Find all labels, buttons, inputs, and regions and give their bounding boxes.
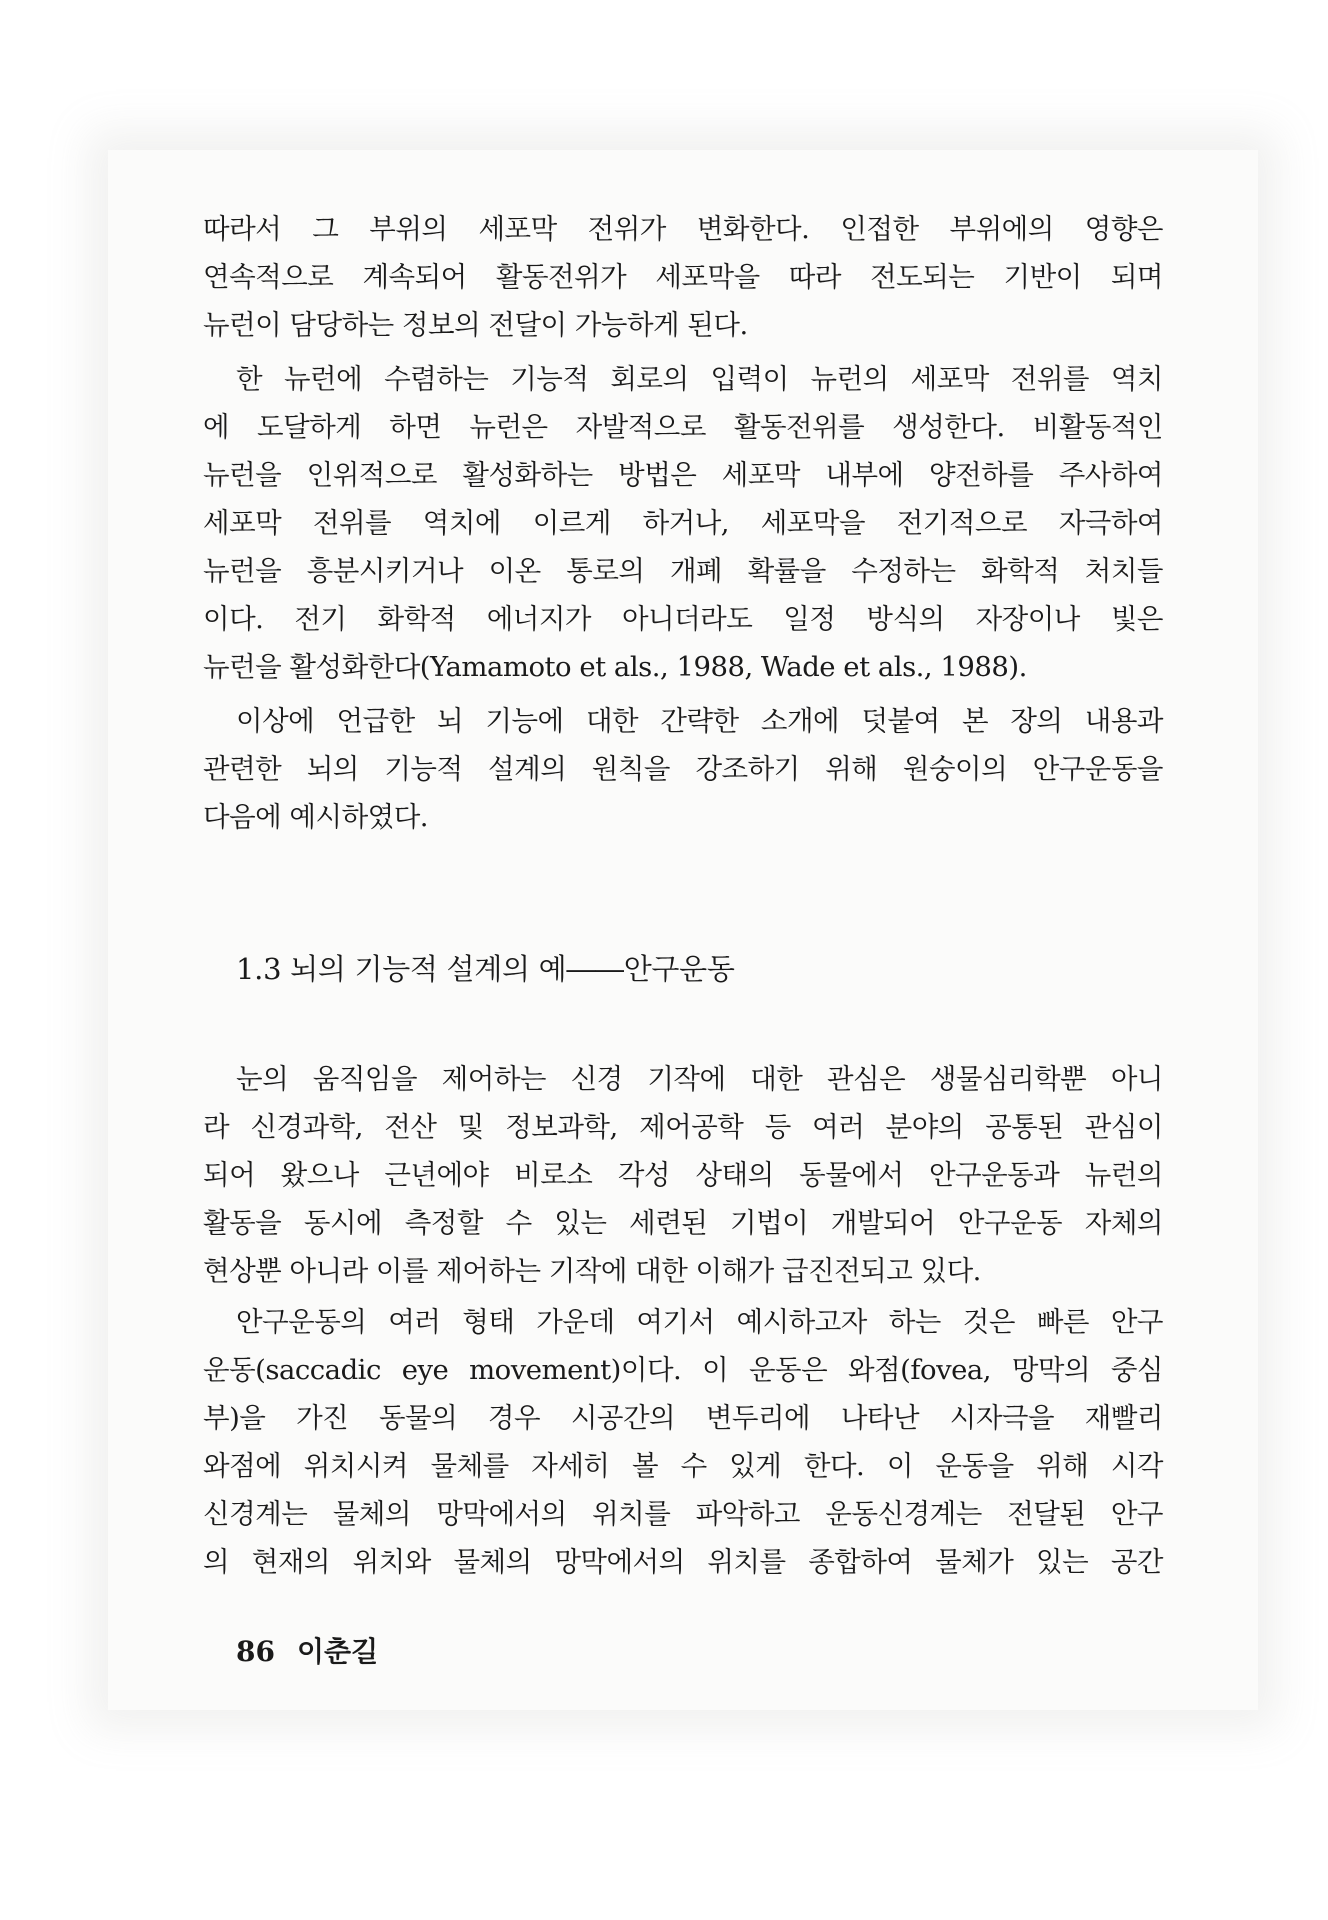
text-line: 뉴런을 활성화한다(Yamamoto et als., 1988, Wade et als., 1988). [203,651,1027,683]
text-line: 이다. 전기 화학적 에너지가 아니더라도 일정 방식의 자장이나 빛은 [203,603,1163,635]
text-line: 뉴런이 담당하는 정보의 전달이 가능하게 된다. [203,309,748,341]
paragraph-4 [203,1055,1163,1295]
text-line: 부)을 가진 동물의 경우 시공간의 변두리에 나타난 시자극을 재빨리 [203,1402,1163,1434]
text-line: 현상뿐 아니라 이를 제어하는 기작에 대한 이해가 급진전되고 있다. [203,1255,981,1287]
section-heading: 1.3 뇌의 기능적 설계의 예――안구운동 [236,952,735,986]
page-footer [236,1628,378,1676]
text-line: 다음에 예시하였다. [203,801,429,833]
paragraph-2 [203,355,1163,691]
text-line: 활동을 동시에 측정할 수 있는 세련된 기법이 개발되어 안구운동 자체의 [203,1207,1163,1239]
text-line: 연속적으로 계속되어 활동전위가 세포막을 따라 전도되는 기반이 되며 [203,261,1163,293]
text-line: 뉴런을 흥분시키거나 이온 통로의 개폐 확률을 수정하는 화학적 처치들 [203,555,1163,587]
text-line: 눈의 움직임을 제어하는 신경 기작에 대한 관심은 생물심리학뿐 아니 [236,1063,1163,1095]
paragraph-5 [203,1298,1163,1586]
paragraph-1 [203,205,1163,349]
text-line: 세포막 전위를 역치에 이르게 하거나, 세포막을 전기적으로 자극하여 [203,507,1163,539]
text-line: 운동(saccadic eye movement)이다. 이 운동은 와점(fovea, 망막의 중심 [203,1354,1163,1386]
author-name: 이춘길 [296,1635,379,1668]
text-line: 되어 왔으나 근년에야 비로소 각성 상태의 동물에서 안구운동과 뉴런의 [203,1159,1163,1191]
text-line: 라 신경과학, 전산 및 정보과학, 제어공학 등 여러 분야의 공통된 관심이 [203,1111,1163,1143]
text-line: 에 도달하게 하면 뉴런은 자발적으로 활동전위를 생성한다. 비활동적인 [203,411,1163,443]
text-line: 이상에 언급한 뇌 기능에 대한 간략한 소개에 덧붙여 본 장의 내용과 [236,705,1163,737]
text-line: 한 뉴런에 수렴하는 기능적 회로의 입력이 뉴런의 세포막 전위를 역치 [236,363,1163,395]
text-line: 안구운동의 여러 형태 가운데 여기서 예시하고자 하는 것은 빠른 안구 [236,1306,1163,1338]
text-line: 신경계는 물체의 망막에서의 위치를 파악하고 운동신경계는 전달된 안구 [203,1498,1163,1530]
paragraph-3 [203,697,1163,841]
page-number: 86 [236,1635,275,1668]
text-line: 뉴런을 인위적으로 활성화하는 방법은 세포막 내부에 양전하를 주사하여 [203,459,1163,491]
text-line: 의 현재의 위치와 물체의 망막에서의 위치를 종합하여 물체가 있는 공간 [203,1546,1163,1578]
text-line: 관련한 뇌의 기능적 설계의 원칙을 강조하기 위해 원숭이의 안구운동을 [203,753,1163,785]
text-line: 와점에 위치시켜 물체를 자세히 볼 수 있게 한다. 이 운동을 위해 시각 [203,1450,1163,1482]
text-line: 따라서 그 부위의 세포막 전위가 변화한다. 인접한 부위에의 영향은 [203,213,1163,245]
